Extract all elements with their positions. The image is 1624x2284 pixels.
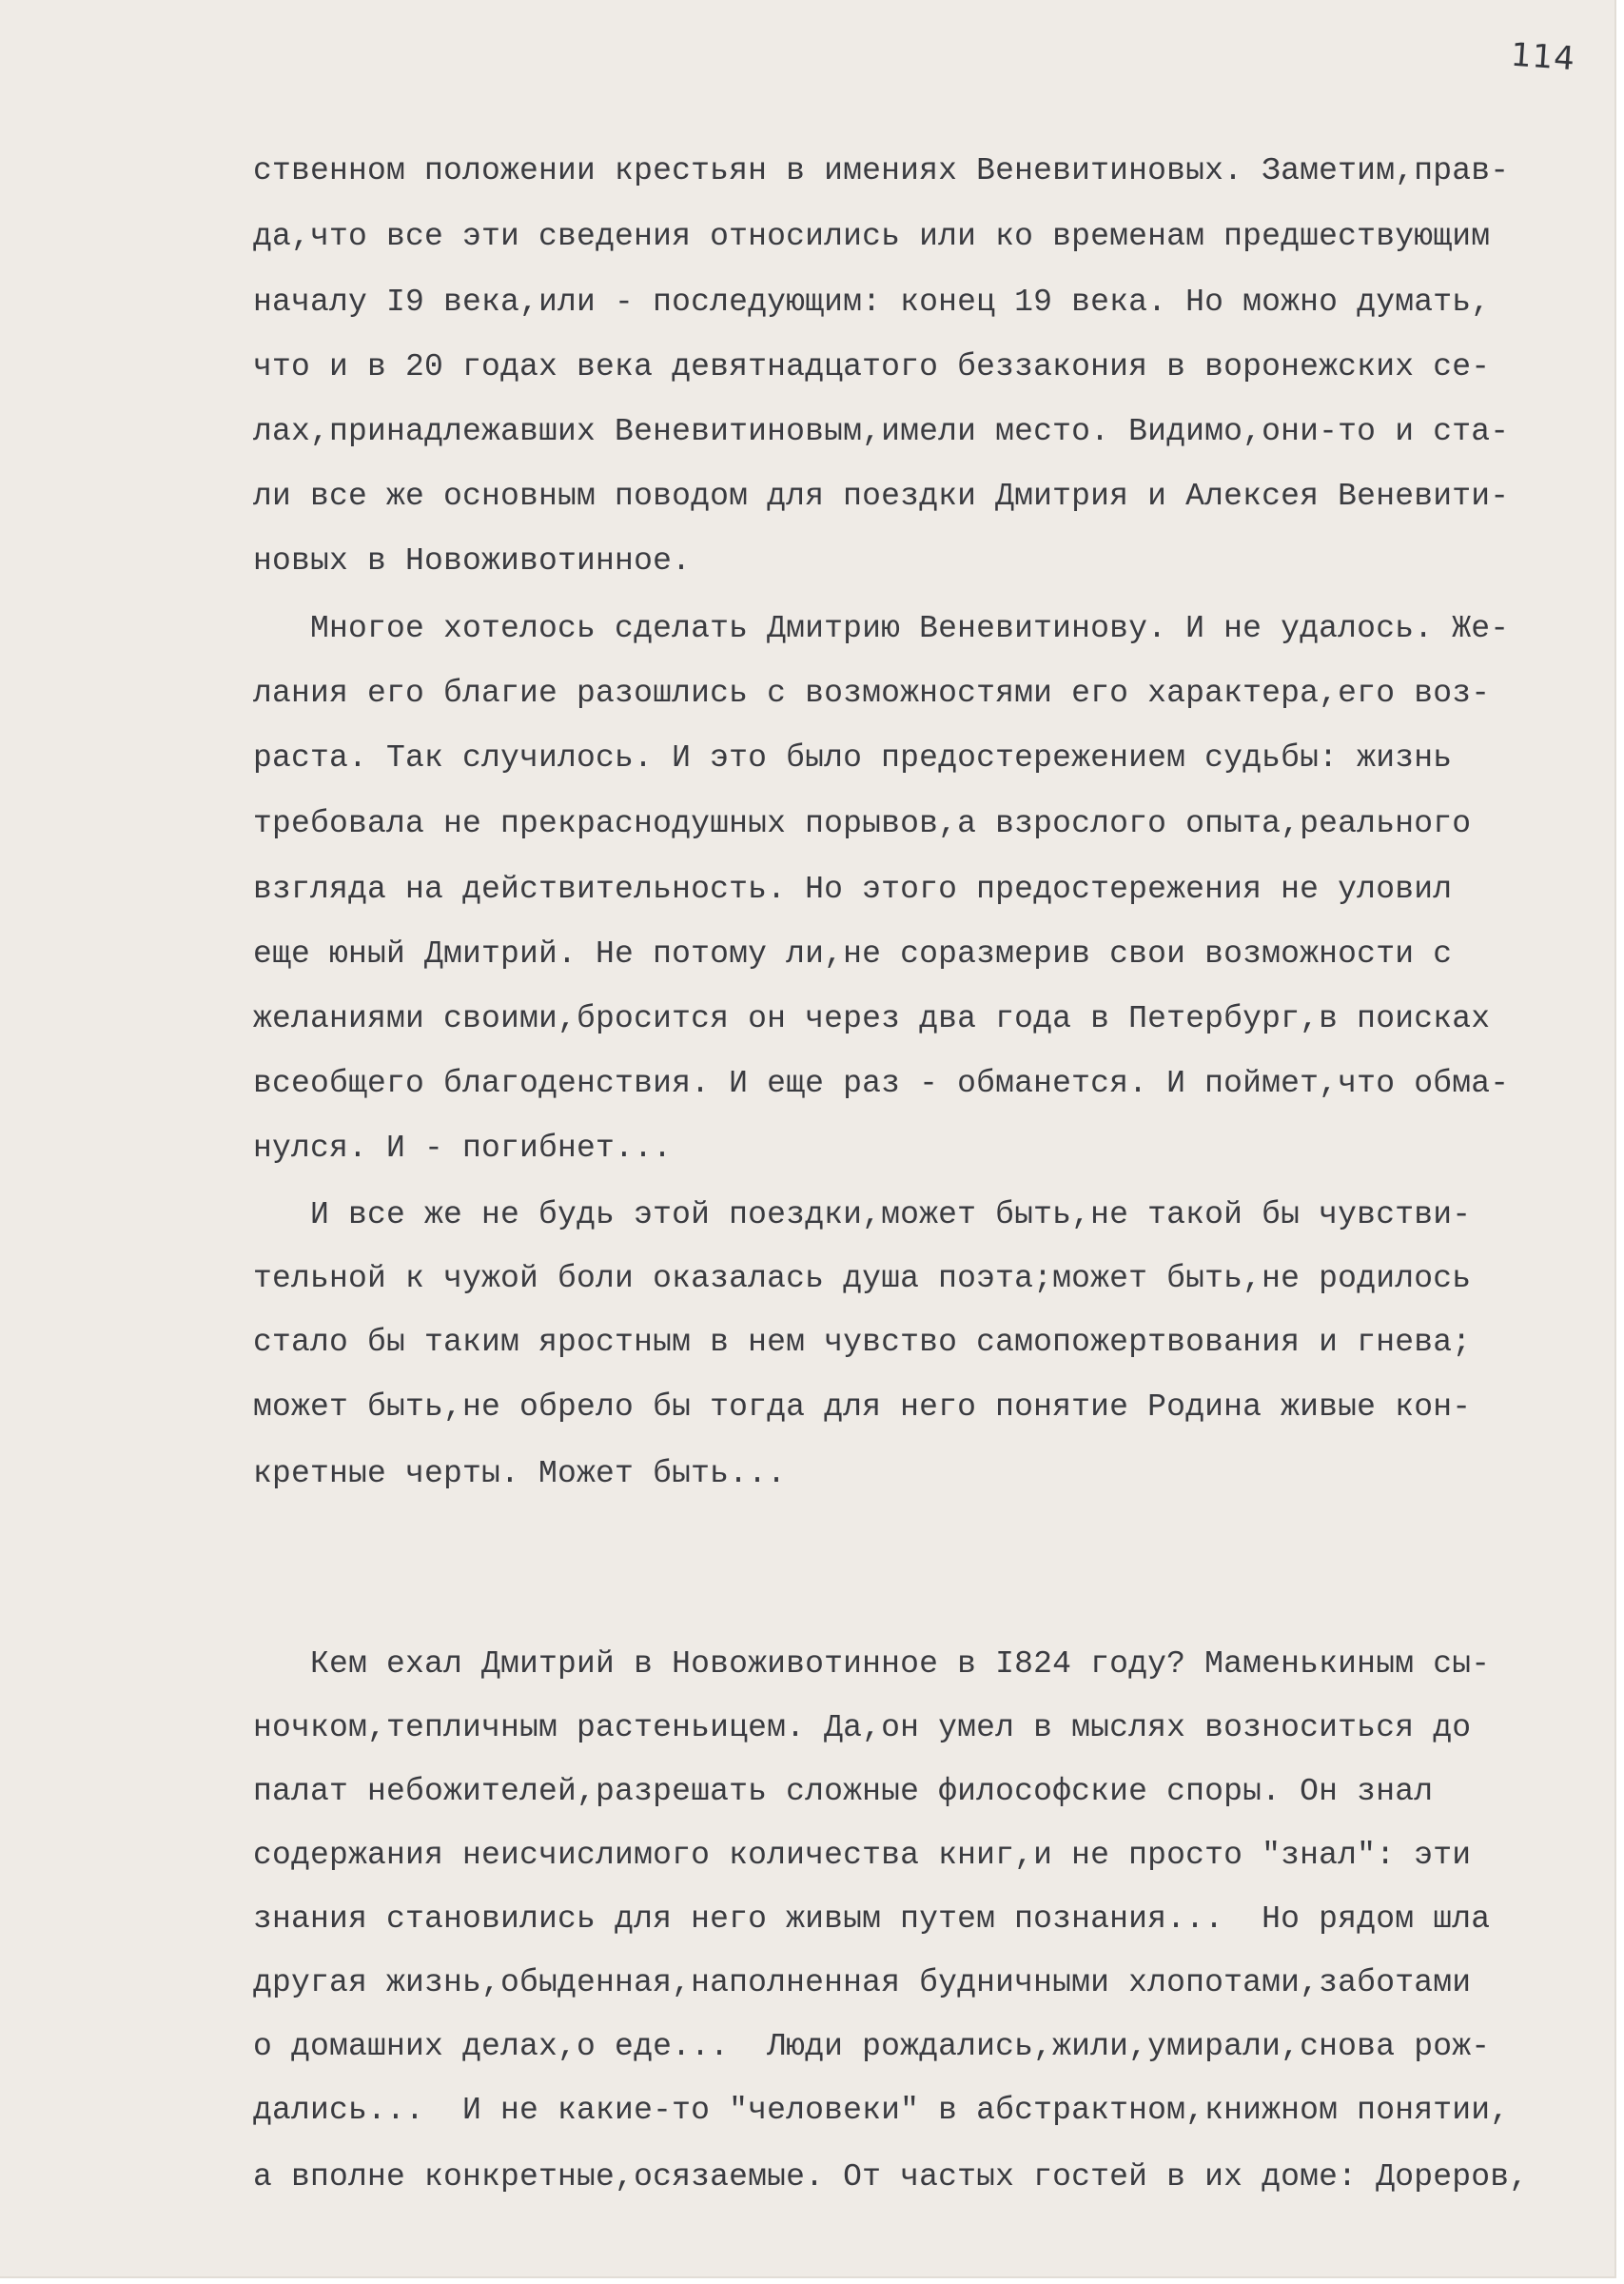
text-line: о домашних делах,о еде... Люди рождались,жили,умирали,снова рож-: [253, 2029, 1491, 2064]
text-line: новых в Новоживотинное.: [253, 543, 692, 579]
text-line: дались... И не какие-то "человеки" в абстрактном,книжном понятии,: [253, 2093, 1510, 2128]
text-line: ственном положении крестьян в имениях Веневитиновых. Заметим,прав-: [253, 153, 1510, 188]
text-line: Кем ехал Дмитрий в Новоживотинное в I824 году? Маменькиным сы-: [253, 1646, 1491, 1682]
text-line: кретные черты. Может быть...: [253, 1456, 787, 1491]
text-line: лах,принадлежавших Веневитиновым,имели место. Видимо,они-то и ста-: [253, 414, 1510, 449]
text-line: а вполне конкретные,осязаемые. От частых гостей в их доме: Дореров,: [253, 2159, 1529, 2195]
text-line: Многое хотелось сделать Дмитрию Веневитинову. И не удалось. Же-: [253, 611, 1510, 646]
text-line: лания его благие разошлись с возможностями его характера,его воз-: [253, 676, 1491, 711]
text-line: всеобщего благоденствия. И еще раз - обманется. И поймет,что обма-: [253, 1066, 1510, 1101]
text-line: палат небожителей,разрешать сложные философские споры. Он знал: [253, 1774, 1434, 1809]
text-line: содержания неисчислимого количества книг,и не просто "знал": эти: [253, 1838, 1472, 1873]
text-line: И все же не будь этой поездки,может быть,не такой бы чувстви-: [253, 1197, 1472, 1232]
text-line: взгляда на действительность. Но этого предостережения не уловил: [253, 872, 1453, 907]
text-line: другая жизнь,обыденная,наполненная будничными хлопотами,заботами: [253, 1965, 1472, 2000]
text-line: раста. Так случилось. И это было предостережением судьбы: жизнь: [253, 740, 1453, 776]
text-line: еще юный Дмитрий. Не потому ли,не соразмерив свои возможности с: [253, 936, 1453, 972]
text-line: что и в 20 годах века девятнадцатого беззакония в воронежских се-: [253, 349, 1491, 384]
text-line: требовала не прекраснодушных порывов,а взрослого опыта,реального: [253, 806, 1472, 841]
text-line: знания становились для него живым путем познания... Но рядом шла: [253, 1901, 1491, 1937]
page-number: 114: [1509, 35, 1577, 79]
text-line: желаниями своими,бросится он через два года в Петербург,в поисках: [253, 1001, 1491, 1036]
text-line: стало бы таким яростным в нем чувство самопожертвования и гнева;: [253, 1325, 1472, 1360]
text-line: тельной к чужой боли оказалась душа поэта;может быть,не родилось: [253, 1261, 1472, 1296]
text-line: нулся. И - погибнет...: [253, 1131, 673, 1166]
text-line: ли все же основным поводом для поездки Дмитрия и Алексея Веневити-: [253, 479, 1510, 514]
text-line: да,что все эти сведения относились или ко временам предшествующим: [253, 219, 1491, 254]
text-line: началу I9 века,или - последующим: конец 19 века. Но можно думать,: [253, 285, 1491, 320]
text-line: ночком,тепличным растеньицем. Да,он умел в мыслях возноситься до: [253, 1710, 1472, 1745]
text-line: может быть,не обрело бы тогда для него понятие Родина живые кон-: [253, 1389, 1472, 1425]
